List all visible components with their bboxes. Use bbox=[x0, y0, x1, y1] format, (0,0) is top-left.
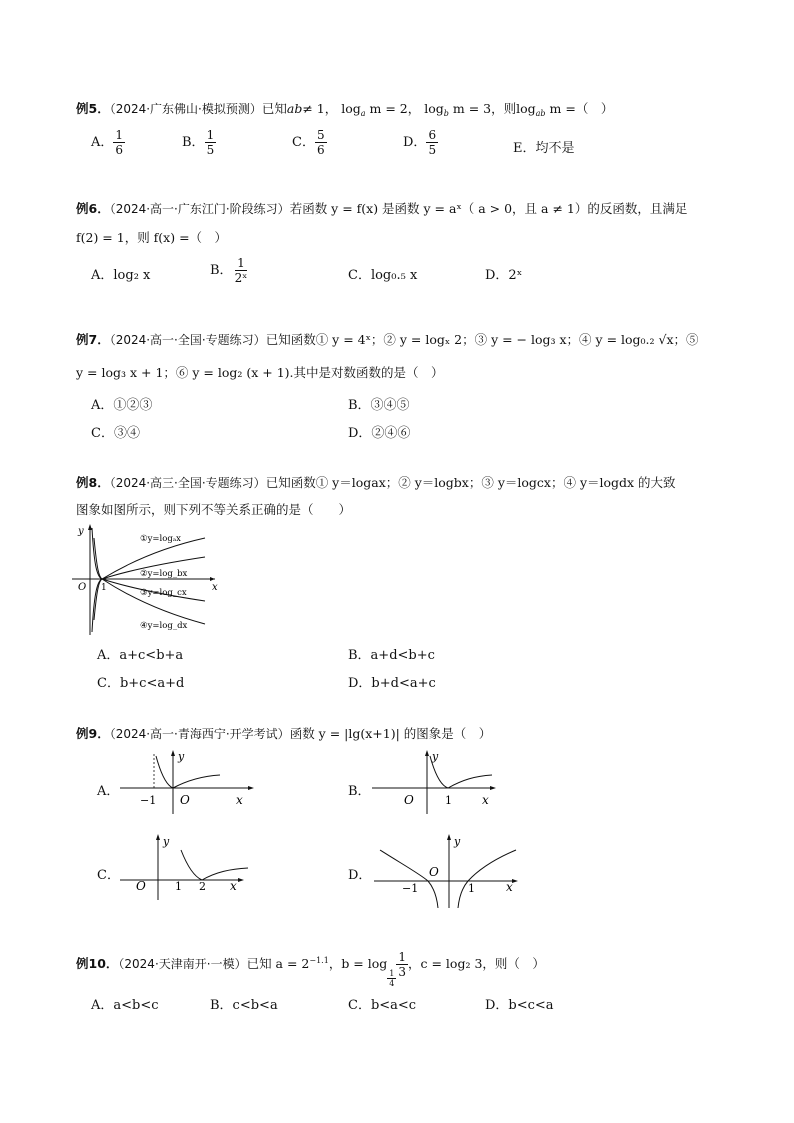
q9-option-a-label[interactable]: A． bbox=[97, 784, 120, 799]
log-argument-fraction: $\frac{1}{3}$ bbox=[398, 950, 407, 979]
curve-1-label: ①y=logₐx bbox=[140, 534, 181, 544]
q10-option-c[interactable]: C．b<a<c bbox=[348, 998, 417, 1013]
q6-source: （2024·高一·广东江门·阶段练习） bbox=[109, 202, 290, 216]
fraction: $\frac{6}{5}$ bbox=[428, 128, 437, 157]
q10-stem: 例10．（2024·天津南开·一模）已知 $a = 2^{-1.1}$，b = log $\frac{1}{4}$ $\frac{1}{3}$ ，c = log₂ 3，则（ ） bbox=[76, 950, 545, 988]
y-axis-arrow bbox=[88, 524, 92, 530]
q7-stem-line1: 例7．（2024·高一·全国·专题练习）已知函数① y = 4ˣ；② y = logₓ 2；③ y = − log₃ x；④ y = log₀.₂ √x；⑤ bbox=[76, 332, 699, 347]
q7-number: 例7． bbox=[76, 332, 110, 347]
q9-option-b-graph[interactable] bbox=[370, 748, 500, 816]
svg-text:x: x bbox=[506, 880, 513, 894]
q10-source: （2024·天津南开·一模） bbox=[118, 957, 247, 971]
q5-stem: 例5．（2024·广东佛山·模拟预测）已知ab≠ 1， $\log_a m = 2$， $\log_b m = 3$，则$\log_{ab} m$ =（ ） bbox=[76, 101, 614, 118]
svg-text:1: 1 bbox=[175, 880, 182, 893]
q9-option-a-graph[interactable] bbox=[118, 748, 258, 816]
q8-option-a[interactable]: A．a+c<b+a bbox=[97, 648, 184, 663]
q5-option-e[interactable]: E．均不是 bbox=[513, 141, 575, 156]
q9-option-d-label[interactable]: D． bbox=[348, 868, 372, 883]
q8-option-c[interactable]: C．b+c<a+d bbox=[97, 676, 185, 691]
one-label: 1 bbox=[101, 583, 107, 593]
fraction: $\frac{1}{5}$ bbox=[206, 128, 215, 157]
svg-text:y: y bbox=[163, 835, 170, 848]
q8-stem-line2: 图象如图所示，则下列不等关系正确的是（ ） bbox=[76, 502, 352, 517]
svg-text:O: O bbox=[180, 793, 190, 807]
q6-option-d[interactable]: D．2ˣ bbox=[485, 268, 523, 283]
svg-text:x: x bbox=[236, 793, 243, 807]
q8-option-d[interactable]: D．b+d<a+c bbox=[348, 676, 436, 691]
q8-number: 例8． bbox=[76, 475, 110, 490]
svg-text:O: O bbox=[429, 865, 439, 879]
x-axis-arrow bbox=[210, 577, 215, 581]
q6-option-a[interactable]: A．log₂ x bbox=[91, 268, 151, 283]
q7-option-c[interactable]: C．③④ bbox=[91, 426, 140, 441]
svg-text:y: y bbox=[178, 750, 185, 763]
q8-source: （2024·高三·全国·专题练习） bbox=[109, 476, 266, 490]
q8-option-b[interactable]: B．a+d<b+c bbox=[348, 648, 435, 663]
svg-text:−1: −1 bbox=[402, 882, 419, 895]
svg-text:O: O bbox=[404, 793, 414, 807]
q9-source: （2024·高一·青海西宁·开学考试） bbox=[109, 727, 290, 741]
q9-option-b-label[interactable]: B． bbox=[348, 784, 371, 799]
q10-option-d[interactable]: D．b<c<a bbox=[485, 998, 554, 1013]
svg-text:1: 1 bbox=[445, 794, 452, 807]
q8-stem-line1: 例8．（2024·高三·全国·专题练习）已知函数① y＝logax；② y＝logbx；③ y＝logcx；④ y＝logdx 的大致 bbox=[76, 475, 676, 490]
q5-option-b[interactable]: B． $\frac{1}{5}$ bbox=[182, 128, 215, 157]
svg-text:2: 2 bbox=[199, 880, 206, 893]
fraction: $\frac{1}{6}$ bbox=[115, 128, 124, 157]
svg-text:O: O bbox=[136, 879, 146, 893]
q10-number: 例10． bbox=[76, 956, 119, 971]
svg-text:y: y bbox=[454, 835, 461, 848]
svg-text:y: y bbox=[432, 750, 439, 763]
q10-option-a[interactable]: A．a<b<c bbox=[91, 998, 159, 1013]
fraction: $\frac{1}{\text{2ˣ}}$ bbox=[234, 256, 248, 285]
q6-option-b[interactable]: B． $\frac{1}{\text{2ˣ}}$ bbox=[210, 256, 248, 285]
q10-option-b[interactable]: B．c<b<a bbox=[210, 998, 278, 1013]
x-label: x bbox=[212, 582, 218, 593]
origin-label: O bbox=[78, 582, 87, 593]
q6-option-c[interactable]: C．log₀.₅ x bbox=[348, 268, 418, 283]
q9-option-d-graph[interactable] bbox=[372, 832, 522, 910]
q7-option-a[interactable]: A．①②③ bbox=[91, 398, 153, 413]
curve-2-label: ②y=log_bx bbox=[140, 569, 188, 579]
fraction: $\frac{5}{6}$ bbox=[316, 128, 325, 157]
curve-3-label: ③y=log_cx bbox=[140, 588, 187, 598]
q9-number: 例9． bbox=[76, 726, 110, 741]
q5-number: 例5． bbox=[76, 101, 110, 116]
log-base-fraction: $\frac{1}{4}$ bbox=[389, 969, 395, 988]
q7-option-d[interactable]: D．②④⑥ bbox=[348, 426, 411, 441]
q6-stem-line1: 例6．（2024·高一·广东江门·阶段练习）若函数 y = f(x) 是函数 y = aˣ（ a > 0，且 a ≠ 1）的反函数，且满足 bbox=[76, 201, 688, 216]
q8-log-graph bbox=[70, 520, 220, 638]
curve-4-label: ④y=log_dx bbox=[140, 621, 188, 631]
q7-option-b[interactable]: B．③④⑤ bbox=[348, 398, 410, 413]
q6-stem-line2: f(2) = 1，则 f(x) =（ ） bbox=[76, 230, 228, 245]
q5-option-a[interactable]: A． $\frac{1}{6}$ bbox=[91, 128, 124, 157]
q9-option-c-graph[interactable] bbox=[118, 832, 258, 902]
q6-number: 例6． bbox=[76, 201, 110, 216]
q5-option-c[interactable]: C． $\frac{5}{6}$ bbox=[292, 128, 325, 157]
svg-text:x: x bbox=[230, 879, 237, 893]
q9-option-c-label[interactable]: C． bbox=[97, 868, 120, 883]
y-label: y bbox=[78, 526, 84, 537]
q7-source: （2024·高一·全国·专题练习） bbox=[109, 333, 266, 347]
svg-text:x: x bbox=[482, 793, 489, 807]
q5-option-d[interactable]: D． $\frac{6}{5}$ bbox=[403, 128, 437, 157]
curve-3 bbox=[94, 579, 205, 620]
q5-source: （2024·广东佛山·模拟预测） bbox=[109, 102, 262, 116]
svg-text:1: 1 bbox=[468, 882, 475, 895]
q9-stem: 例9．（2024·高一·青海西宁·开学考试）函数 y = |lg(x+1)| 的图象是（ ） bbox=[76, 726, 492, 741]
svg-text:−1: −1 bbox=[140, 794, 157, 807]
q7-stem-line2: y = log₃ x + 1；⑥ y = log₂ (x + 1).其中是对数函数的是（ ） bbox=[76, 365, 444, 380]
